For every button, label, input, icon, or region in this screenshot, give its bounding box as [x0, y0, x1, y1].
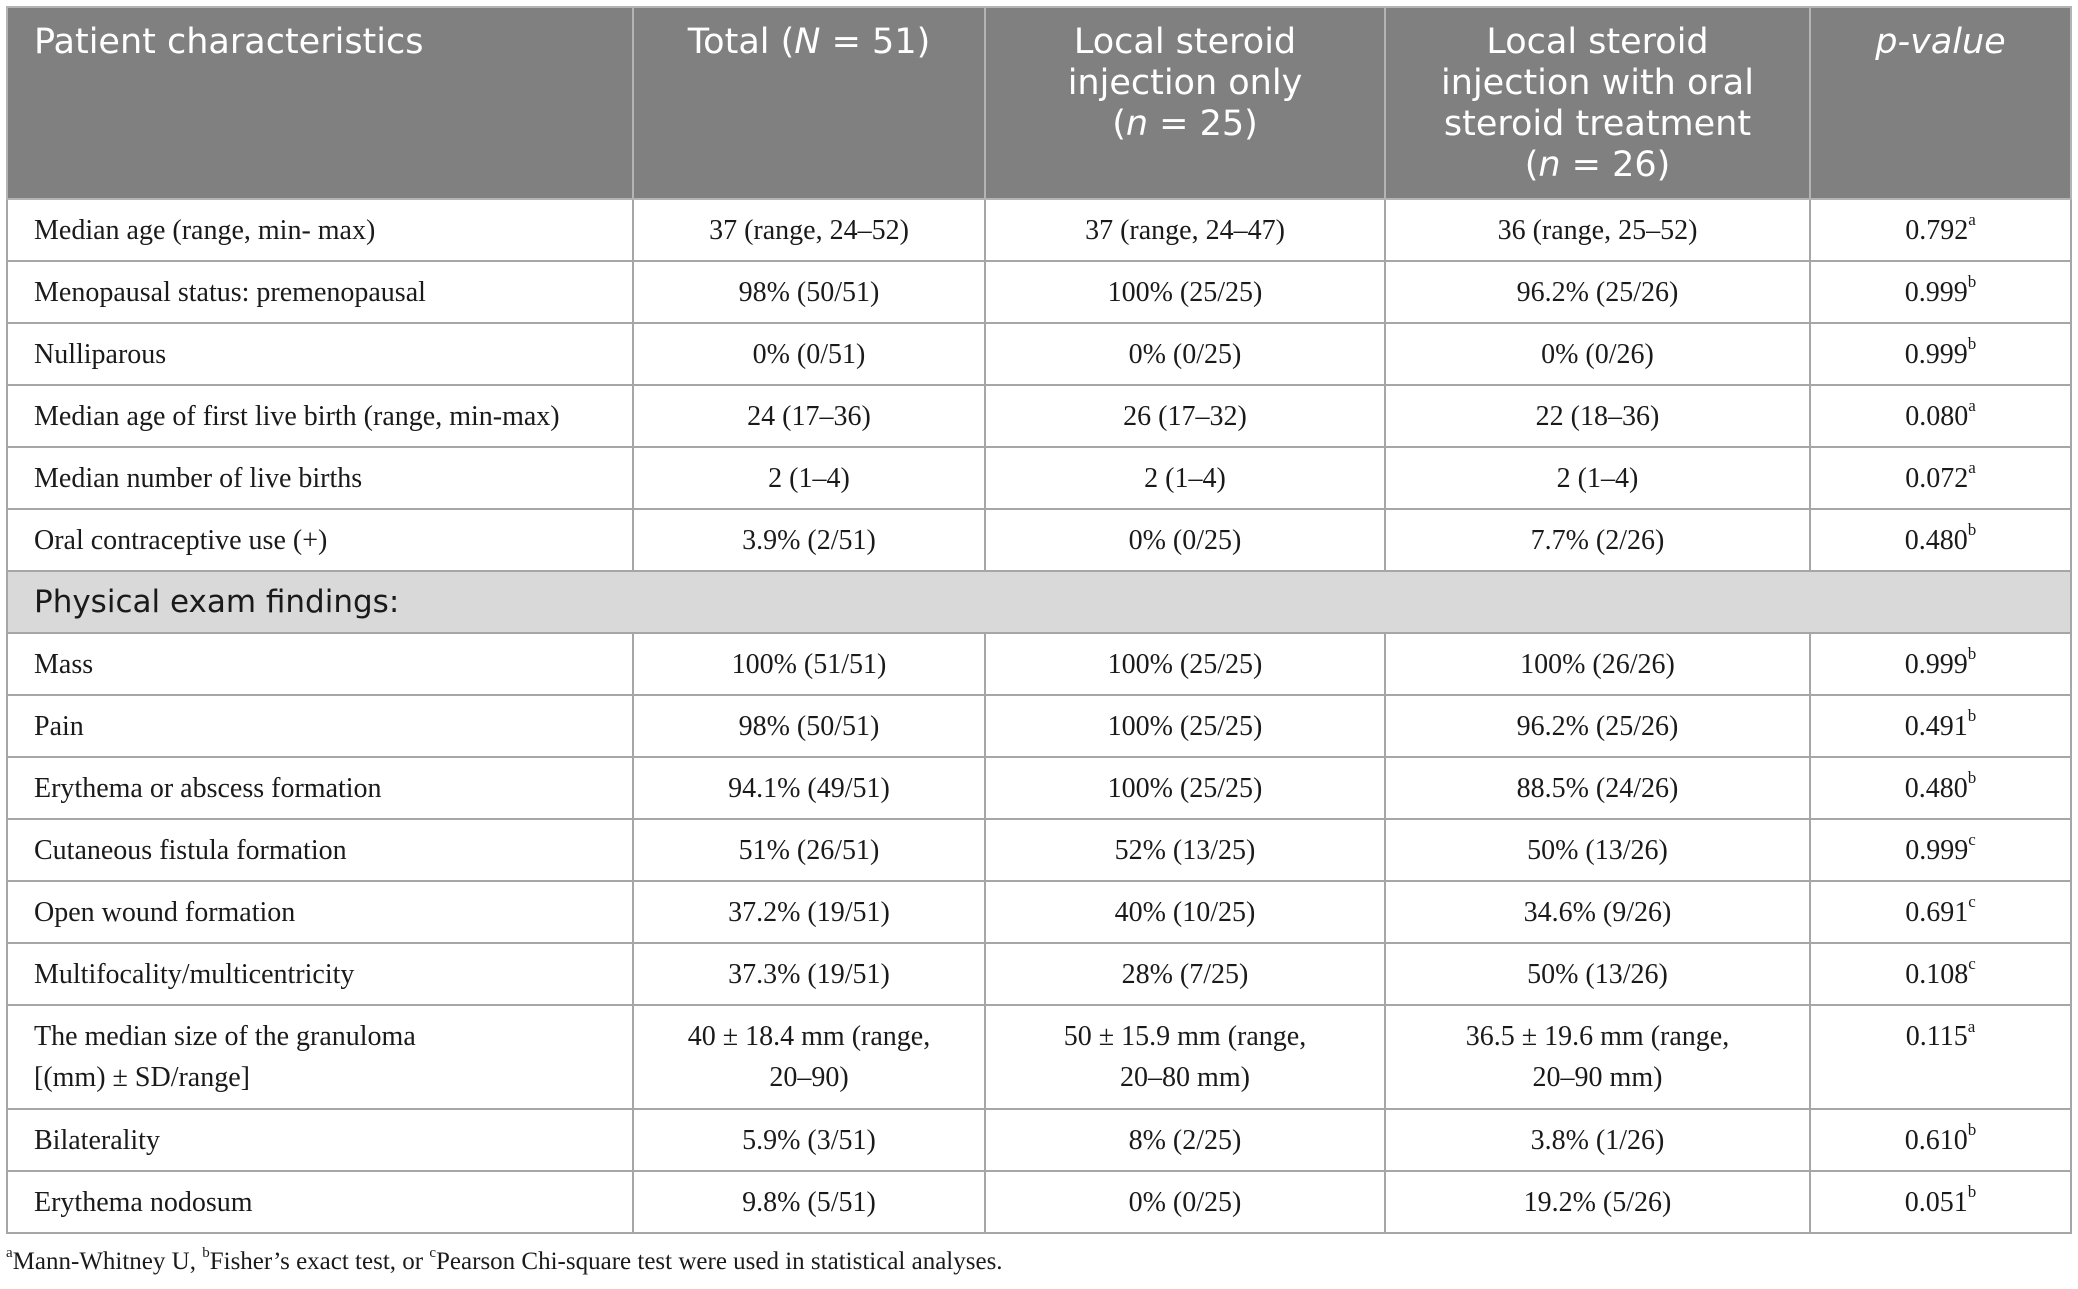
p-value-superscript: a [1968, 210, 1976, 230]
local-only-value [985, 509, 1385, 571]
p-value-text: 0.480 [1904, 524, 1968, 556]
local-oral-value [1385, 1005, 1810, 1109]
header-local-steroid-only [985, 7, 1385, 199]
local-oral-value-text: 96.2% (25/26) [1516, 276, 1679, 308]
total-value-text: 5.9% (3/51) [742, 1124, 876, 1156]
row-label [7, 199, 633, 261]
patient-characteristics-table [6, 6, 2072, 1234]
total-value [633, 695, 985, 757]
row-label [7, 1005, 633, 1109]
p-value [1810, 1109, 2071, 1171]
total-value [633, 881, 985, 943]
local-only-value [985, 199, 1385, 261]
row-label [7, 385, 633, 447]
total-value-text: 98% (50/51) [738, 710, 880, 742]
local-oral-value-text: 2 (1–4) [1556, 462, 1639, 494]
local-oral-value [1385, 323, 1810, 385]
table-footnote [6, 1244, 1003, 1276]
p-value-text: 0.491 [1904, 710, 1968, 742]
p-value-text: 0.480 [1904, 772, 1968, 804]
p-value-superscript: a [1967, 1016, 1976, 1036]
row-label-text: Median number of live births [34, 462, 363, 494]
local-oral-value-text: 88.5% (24/26) [1516, 772, 1679, 804]
p-value-superscript: b [1967, 706, 1977, 726]
p-value [1810, 881, 2071, 943]
local-only-value-text: 2 (1–4) [1144, 462, 1226, 494]
local-only-value-text: 100% (25/25) [1107, 710, 1263, 742]
footnote-text-b: Fisher’s exact test, or [209, 1248, 430, 1275]
row-label-text: Pain [34, 710, 84, 742]
table-row [7, 199, 2071, 261]
total-value [633, 1109, 985, 1171]
row-label-text: Multifocality/multicentricity [34, 958, 355, 990]
p-value [1810, 199, 2071, 261]
local-only-value [985, 819, 1385, 881]
footnote-text-c: Pearson Chi-square test were used in statistical analyses. [436, 1248, 1003, 1275]
table-row [7, 1109, 2071, 1171]
p-value [1810, 1005, 2071, 1109]
p-value-superscript: b [1967, 644, 1977, 664]
total-value [633, 1171, 985, 1233]
p-value-text: 0.610 [1904, 1124, 1968, 1156]
total-value [633, 447, 985, 509]
p-value-superscript: b [1967, 334, 1977, 354]
total-value [633, 385, 985, 447]
total-value-text: 51% (26/51) [738, 834, 880, 866]
row-label-text: Mass [34, 648, 94, 680]
p-value [1810, 261, 2071, 323]
header-col4-post: = 26) [1560, 145, 1671, 185]
local-only-value [985, 881, 1385, 943]
total-value-text: 37.2% (19/51) [728, 896, 890, 928]
p-value [1810, 757, 2071, 819]
p-value-superscript: a [1968, 396, 1976, 416]
local-only-value [985, 757, 1385, 819]
row-label-text: Erythema or abscess formation [34, 772, 382, 804]
table-row [7, 1171, 2071, 1233]
row-label-text: Open wound formation [34, 896, 296, 928]
p-value-text: 0.999 [1904, 648, 1968, 680]
header-col3-post: = 25) [1148, 104, 1258, 144]
p-value [1810, 323, 2071, 385]
header-row [7, 7, 2071, 199]
header-col4-line1: Local steroid [1486, 22, 1709, 62]
local-only-value [985, 1005, 1385, 1109]
table-row [7, 943, 2071, 1005]
p-value [1810, 943, 2071, 1005]
table-row [7, 447, 2071, 509]
row-label [7, 1171, 633, 1233]
p-value [1810, 509, 2071, 571]
total-value [633, 1005, 985, 1109]
local-only-value [985, 1109, 1385, 1171]
row-label [7, 323, 633, 385]
row-label [7, 881, 633, 943]
header-col4-line2: injection with oral [1441, 63, 1754, 103]
p-value-text: 0.691 [1905, 896, 1969, 928]
header-col4-pre: ( [1524, 145, 1539, 185]
row-label-text: Cutaneous fistula formation [34, 834, 347, 866]
local-oral-value-text: 36.5 ± 19.6 mm (range, [1465, 1021, 1730, 1052]
header-col5-text: p-value [1875, 22, 2006, 62]
local-only-value [985, 385, 1385, 447]
p-value-superscript: b [1967, 520, 1977, 540]
row-label-text: Median age (range, min- max) [34, 214, 376, 246]
p-value-text: 0.115 [1905, 1021, 1968, 1052]
header-col3-pre: ( [1112, 104, 1126, 144]
p-value-text: 0.108 [1905, 958, 1969, 990]
total-value-text: 37.3% (19/51) [728, 958, 890, 990]
row-label-text: Oral contraceptive use (+) [34, 524, 328, 556]
local-only-value-text: 100% (25/25) [1107, 772, 1263, 804]
local-only-value-text: 40% (10/25) [1114, 896, 1256, 928]
row-label-text: The median size of the granuloma [34, 1021, 416, 1052]
table-row [7, 323, 2071, 385]
header-col2-n: N [794, 22, 821, 62]
section-row [7, 571, 2071, 633]
total-value-text: 2 (1–4) [768, 462, 850, 494]
p-value-text: 0.999 [1905, 834, 1969, 866]
local-oral-value [1385, 261, 1810, 323]
local-only-value-text: 8% (2/25) [1128, 1124, 1242, 1156]
local-oral-value-text: 7.7% (2/26) [1530, 524, 1665, 556]
footnote-sup-c: c [429, 1244, 437, 1261]
local-only-value-text: 20–80 mm) [1120, 1062, 1250, 1093]
p-value-text: 0.999 [1904, 276, 1968, 308]
p-value [1810, 819, 2071, 881]
local-only-value-text: 28% (7/25) [1121, 958, 1249, 990]
total-value-text: 94.1% (49/51) [728, 772, 890, 804]
row-label [7, 509, 633, 571]
p-value-superscript: b [1967, 272, 1977, 292]
header-col4-n: n [1538, 145, 1561, 185]
total-value-text: 0% (0/51) [752, 338, 866, 370]
table-row [7, 509, 2071, 571]
local-only-value [985, 447, 1385, 509]
total-value [633, 819, 985, 881]
local-only-value [985, 633, 1385, 695]
header-local-with-oral [1385, 7, 1810, 199]
footnote-sup-b: b [202, 1244, 210, 1261]
local-only-value-text: 37 (range, 24–47) [1085, 214, 1285, 246]
row-label-text: Bilaterality [34, 1124, 160, 1156]
local-only-value [985, 695, 1385, 757]
footnote-sup-a: a [6, 1244, 13, 1261]
p-value-text: 0.051 [1904, 1186, 1968, 1218]
total-value-text: 100% (51/51) [731, 648, 887, 680]
header-col3-n: n [1125, 104, 1149, 144]
row-label [7, 261, 633, 323]
table-row [7, 633, 2071, 695]
local-only-value [985, 261, 1385, 323]
total-value [633, 943, 985, 1005]
table-row [7, 757, 2071, 819]
p-value [1810, 447, 2071, 509]
local-oral-value [1385, 757, 1810, 819]
local-oral-value-text: 22 (18–36) [1535, 400, 1660, 432]
local-oral-value-text: 34.6% (9/26) [1523, 896, 1672, 928]
table-row [7, 1005, 2071, 1109]
local-oral-value-text: 20–90 mm) [1532, 1062, 1663, 1093]
table-row [7, 695, 2071, 757]
table-row [7, 385, 2071, 447]
total-value-text: 3.9% (2/51) [742, 524, 876, 556]
row-label [7, 943, 633, 1005]
table-row [7, 881, 2071, 943]
header-col2-post: = 51) [820, 22, 931, 62]
p-value [1810, 385, 2071, 447]
header-col3-line1: Local steroid [1073, 22, 1297, 62]
local-only-value-text: 52% (13/25) [1114, 834, 1256, 866]
total-value-text: 40 ± 18.4 mm (range, [687, 1021, 931, 1052]
local-oral-value-text: 50% (13/26) [1527, 834, 1668, 866]
local-oral-value [1385, 1109, 1810, 1171]
p-value-superscript: c [1968, 954, 1976, 974]
total-value-text: 24 (17–36) [747, 400, 871, 432]
p-value [1810, 1171, 2071, 1233]
row-label [7, 695, 633, 757]
row-label [7, 819, 633, 881]
total-value [633, 633, 985, 695]
local-oral-value-text: 36 (range, 25–52) [1497, 214, 1698, 246]
row-label-text: Menopausal status: premenopausal [34, 276, 426, 308]
local-oral-value-text: 100% (26/26) [1520, 648, 1675, 680]
header-total [633, 7, 985, 199]
p-value-text: 0.072 [1905, 462, 1969, 494]
local-only-value-text: 26 (17–32) [1123, 400, 1247, 432]
total-value-text: 20–90) [769, 1062, 849, 1093]
total-value-text: 9.8% (5/51) [742, 1186, 876, 1218]
local-oral-value [1385, 1171, 1810, 1233]
row-label [7, 1109, 633, 1171]
table-row [7, 819, 2071, 881]
p-value-text: 0.999 [1904, 338, 1968, 370]
local-oral-value [1385, 633, 1810, 695]
header-col3-line2: injection only [1067, 63, 1303, 103]
local-only-value-text: 50 ± 15.9 mm (range, [1063, 1021, 1307, 1052]
section-label: Physical exam findings: [7, 571, 2071, 633]
p-value-superscript: c [1968, 830, 1976, 850]
local-oral-value [1385, 385, 1810, 447]
row-label-text: Median age of first live birth (range, min-max) [34, 400, 560, 432]
local-oral-value-text: 96.2% (25/26) [1516, 710, 1679, 742]
table-row [7, 261, 2071, 323]
p-value-text: 0.080 [1905, 400, 1969, 432]
local-only-value [985, 943, 1385, 1005]
header-col2-pre: Total ( [687, 22, 795, 62]
local-only-value-text: 0% (0/25) [1128, 338, 1242, 370]
total-value-text: 37 (range, 24–52) [709, 214, 909, 246]
p-value-superscript: c [1968, 892, 1976, 912]
local-only-value-text: 0% (0/25) [1128, 524, 1242, 556]
local-only-value-text: 100% (25/25) [1107, 276, 1263, 308]
p-value-superscript: b [1967, 768, 1977, 788]
local-only-value [985, 1171, 1385, 1233]
total-value [633, 757, 985, 819]
p-value-superscript: b [1967, 1120, 1977, 1140]
footnote-text-a: Mann-Whitney U, [12, 1248, 203, 1275]
header-p-value [1810, 7, 2071, 199]
row-label [7, 447, 633, 509]
table-body [7, 199, 2071, 1233]
row-label-text: [(mm) ± SD/range] [34, 1062, 250, 1093]
total-value [633, 261, 985, 323]
p-value-superscript: a [1968, 458, 1976, 478]
local-oral-value [1385, 199, 1810, 261]
total-value [633, 199, 985, 261]
local-oral-value [1385, 819, 1810, 881]
local-oral-value [1385, 447, 1810, 509]
row-label [7, 757, 633, 819]
local-oral-value-text: 19.2% (5/26) [1523, 1186, 1672, 1218]
p-value-superscript: b [1967, 1182, 1977, 1202]
local-oral-value [1385, 881, 1810, 943]
local-oral-value-text: 0% (0/26) [1541, 338, 1654, 370]
local-oral-value-text: 50% (13/26) [1527, 958, 1668, 990]
header-col4-line3: steroid treatment [1443, 104, 1752, 144]
header-patient-characteristics [7, 7, 633, 199]
header-col1-text: Patient characteristics [34, 22, 424, 62]
row-label-text: Nulliparous [34, 338, 167, 370]
local-only-value-text: 0% (0/25) [1128, 1186, 1242, 1218]
patient-characteristics-table-container [6, 6, 2070, 1234]
local-oral-value [1385, 695, 1810, 757]
local-oral-value [1385, 509, 1810, 571]
local-oral-value-text: 3.8% (1/26) [1530, 1124, 1665, 1156]
total-value [633, 323, 985, 385]
table-header [7, 7, 2071, 199]
local-oral-value [1385, 943, 1810, 1005]
p-value [1810, 633, 2071, 695]
row-label-text: Erythema nodosum [34, 1186, 253, 1218]
p-value-text: 0.792 [1905, 214, 1969, 246]
total-value [633, 509, 985, 571]
local-only-value-text: 100% (25/25) [1107, 648, 1263, 680]
p-value [1810, 695, 2071, 757]
row-label [7, 633, 633, 695]
local-only-value [985, 323, 1385, 385]
total-value-text: 98% (50/51) [738, 276, 880, 308]
